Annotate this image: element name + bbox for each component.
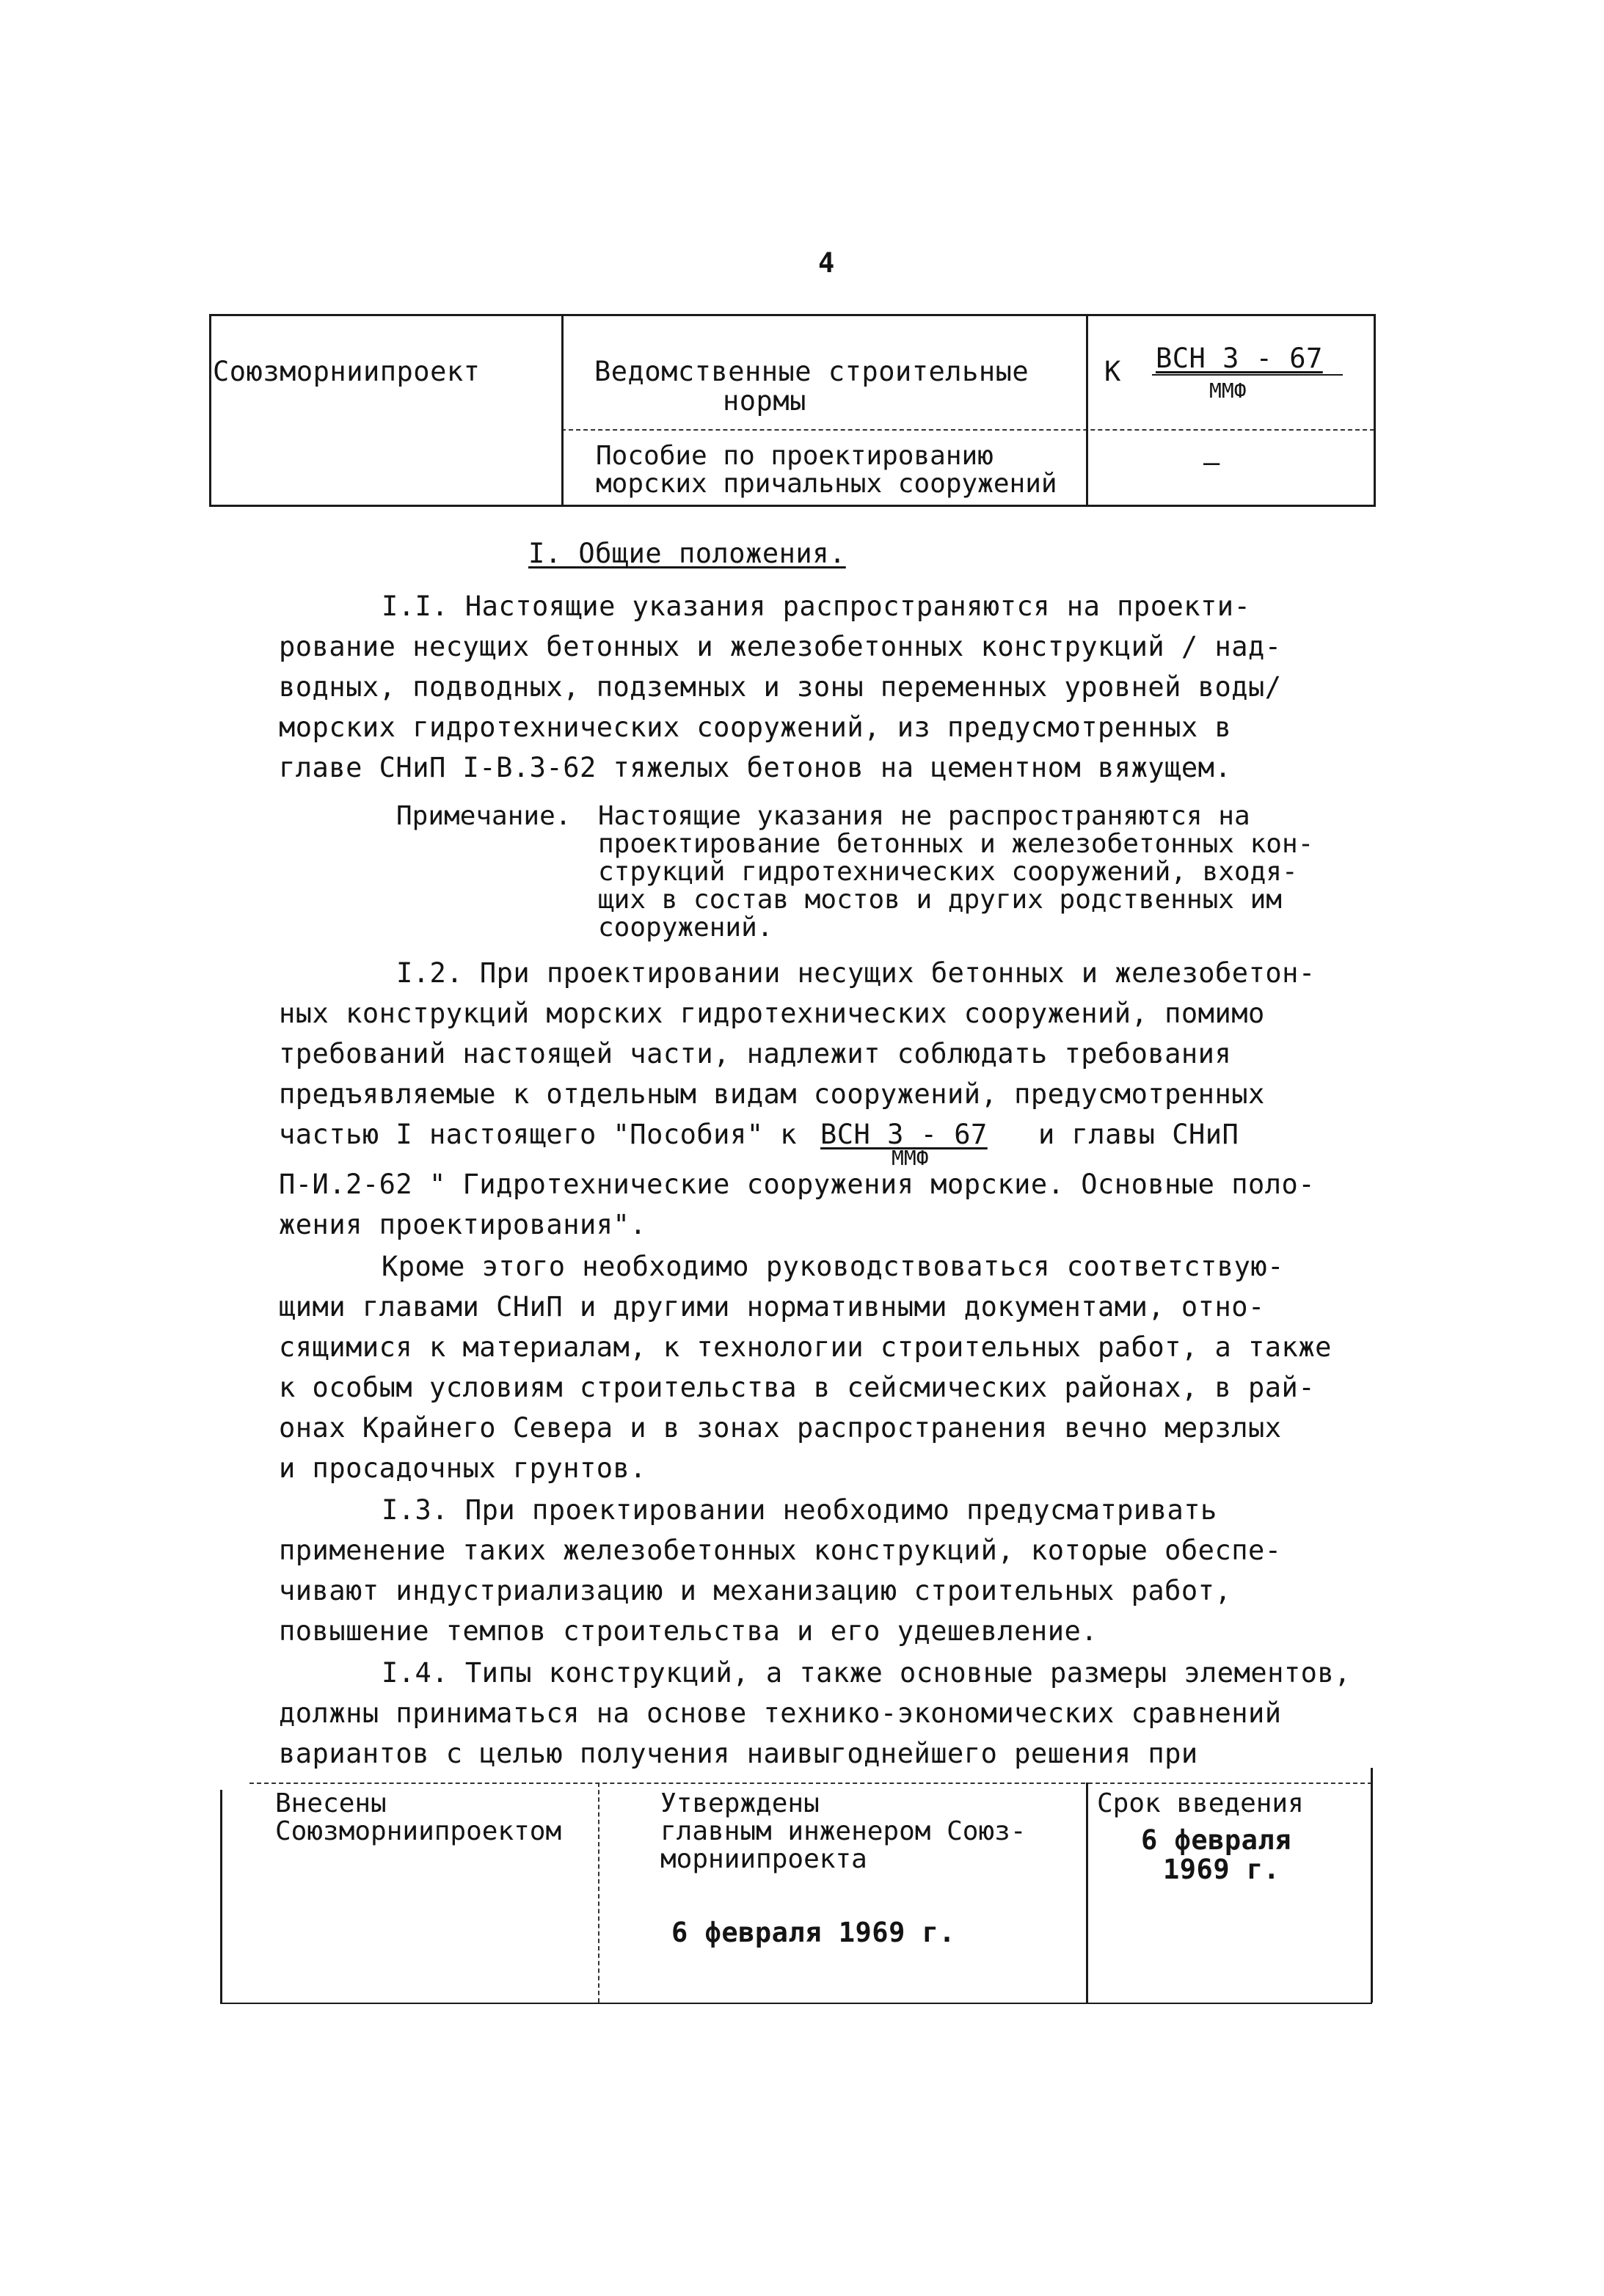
text-line: к особым условиям строительства в сейсмических районах, в рай- — [279, 1372, 1316, 1403]
text-line: вариантов с целью получения наивыгоднейшего решения при — [279, 1738, 1198, 1769]
text-line: предъявляемые к отдельным видам сооружений, предусмотренных — [279, 1078, 1265, 1110]
inline-code-bottom: ММФ — [892, 1146, 929, 1170]
header-manual-line1: Пособие по проектированию — [596, 441, 994, 471]
section-title: I. Общие положения. — [528, 538, 846, 569]
text-line: сящимися к материалам, к технологии строительных работ, а также — [279, 1331, 1332, 1363]
inline-code-top: ВСН 3 - 67 — [820, 1119, 988, 1150]
page-number: 4 — [818, 247, 835, 279]
text-line: и главы СНиП — [1038, 1119, 1239, 1150]
text-line: I.2. При проектировании несущих бетонных и железобетон- — [396, 957, 1316, 989]
text-line: морских гидротехнических сооружений, из предусмотренных в — [279, 712, 1232, 743]
header-norms-line1: Ведомственные строительные — [594, 356, 1029, 387]
text-line: Кроме этого необходимо руководствоваться соответствую- — [382, 1251, 1284, 1282]
footer-col1-line2: Союзморниипроектом — [275, 1816, 562, 1846]
footer-col2-line3: морниипроекта — [660, 1844, 867, 1874]
header-org: Союзморниипроект — [213, 356, 481, 387]
note-line: Настоящие указания не распространяются на — [598, 801, 1250, 831]
text-line: I.3. При проектировании необходимо предусматривать — [382, 1494, 1217, 1526]
header-code-bottom: ММФ — [1209, 379, 1247, 403]
text-line: П-И.2-62 " Гидротехнические сооружения морские. Основные поло- — [279, 1169, 1316, 1200]
note-line: проектирование бетонных и железобетонных кон- — [598, 829, 1314, 859]
text-line: онах Крайнего Севера и в зонах распространения вечно мерзлых — [279, 1412, 1282, 1444]
note-line: щих в состав мостов и других родственных им — [598, 885, 1282, 915]
footer-col3-line3: 1969 г. — [1163, 1854, 1280, 1885]
note-label: Примечание. — [396, 801, 572, 831]
header-manual-line2: морских причальных сооружений — [596, 469, 1057, 499]
header-dash: – — [1203, 447, 1220, 478]
footer-col3-line1: Срок введения — [1097, 1788, 1304, 1818]
text-line: частью I настоящего "Пособия" к — [279, 1119, 798, 1150]
footer-col2-line2: главным инженером Союз- — [660, 1816, 1027, 1846]
footer-col2-date: 6 февраля 1969 г. — [671, 1917, 956, 1948]
header-k-label: К — [1104, 356, 1121, 387]
note-line: струкций гидротехнических сооружений, входя- — [598, 857, 1298, 887]
text-line: рование несущих бетонных и железобетонных конструкций / над- — [279, 631, 1282, 662]
text-line: I.4. Типы конструкций, а также основные размеры элементов, — [382, 1657, 1352, 1689]
text-line: ных конструкций морских гидротехнических сооружений, помимо — [279, 998, 1265, 1029]
text-line: щими главами СНиП и другими нормативными документами, отно- — [279, 1291, 1265, 1323]
note-line: сооружений. — [598, 913, 773, 943]
header-norms-line2: нормы — [723, 385, 806, 417]
text-line: главе СНиП I-В.3-62 тяжелых бетонов на цементном вяжущем. — [279, 752, 1232, 783]
text-line: водных, подводных, подземных и зоны переменных уровней воды/ — [279, 671, 1282, 703]
header-code-top: ВСН 3 - 67 — [1156, 343, 1323, 374]
text-line: и просадочных грунтов. — [279, 1452, 647, 1484]
footer-col3-line2: 6 февраля — [1141, 1824, 1291, 1856]
text-line: требований настоящей части, надлежит соблюдать требования — [279, 1038, 1232, 1070]
text-line: должны приниматься на основе технико-экономических сравнений — [279, 1697, 1282, 1729]
text-line: жения проектирования". — [279, 1209, 647, 1240]
footer-col1-line1: Внесены — [275, 1788, 387, 1818]
footer-col2-line1: Утверждены — [660, 1788, 820, 1818]
text-line: применение таких железобетонных конструкций, которые обеспе- — [279, 1535, 1282, 1566]
text-line: повышение темпов строительства и его удешевление. — [279, 1615, 1098, 1647]
text-line: чивают индустриализацию и механизацию строительных работ, — [279, 1575, 1232, 1606]
text-line: I.I. Настоящие указания распространяются на проекти- — [382, 591, 1251, 622]
